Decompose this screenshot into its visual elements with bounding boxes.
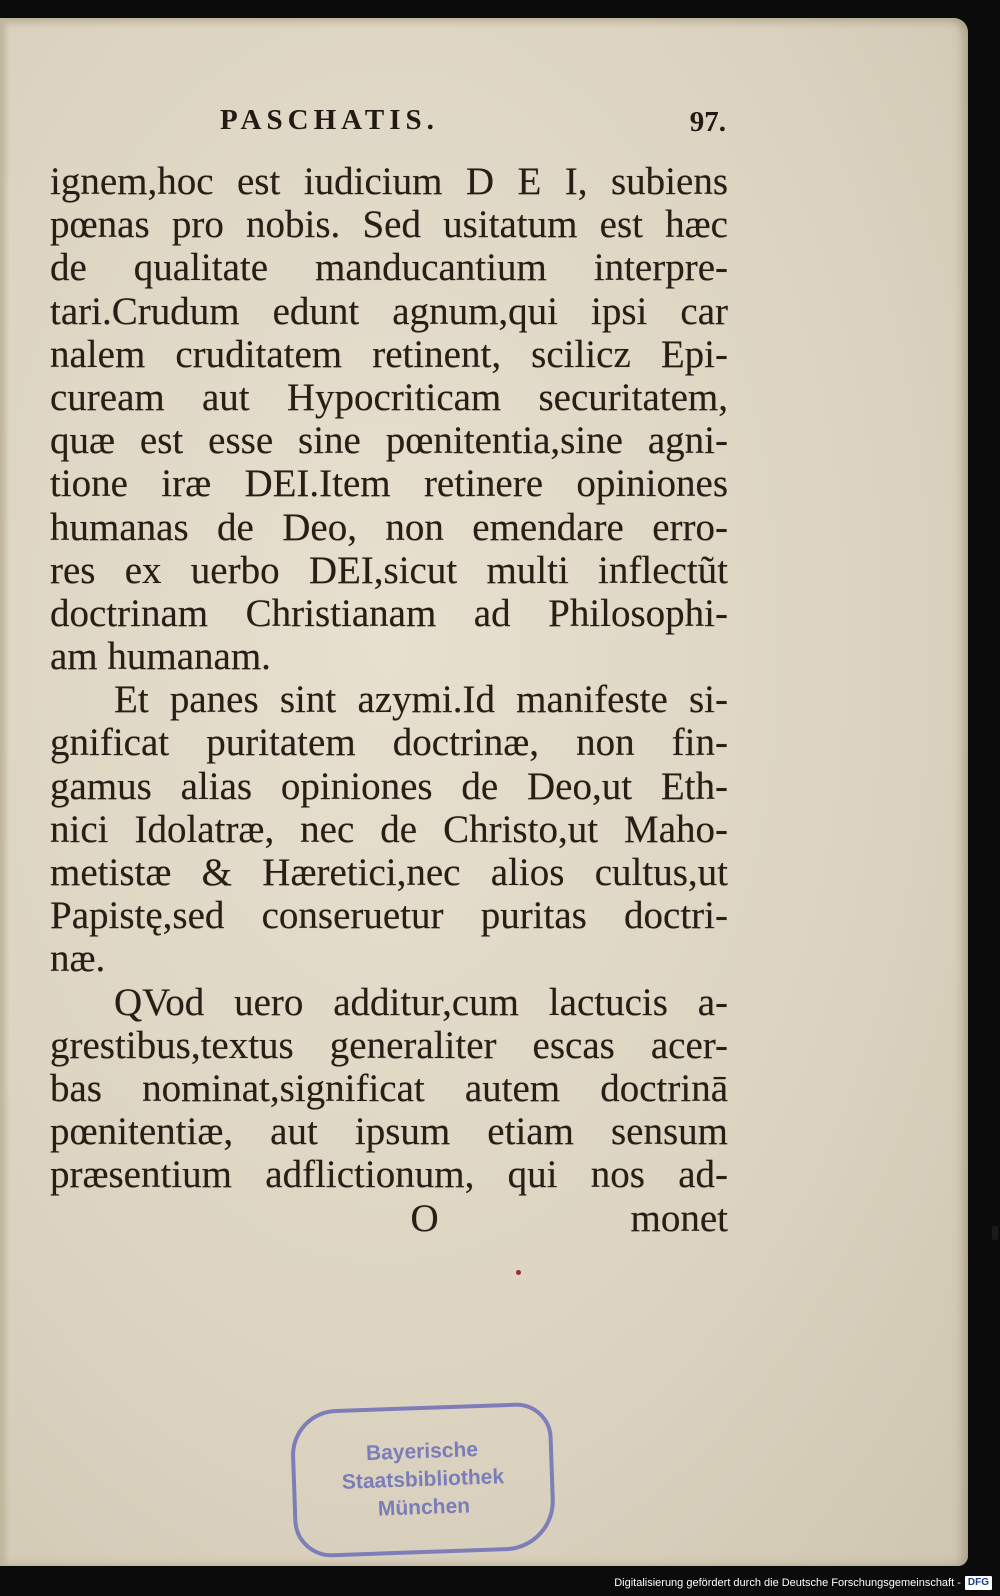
footer-credit: Digitalisierung gefördert durch die Deutsche Forschungsgemeinschaft - [614,1577,961,1589]
text-line: Papistę,sed conseruetur puritas doctri- [50,894,728,938]
signature-mark: O [410,1196,439,1240]
stamp-line-1: Bayerische [365,1438,479,1465]
paragraph-1 [50,160,728,678]
text-line: metistæ & Hæretici,nec alios cultus,ut [50,851,728,894]
stamp-line-2: Staatsbibliothek [341,1465,505,1494]
catchword: monet [630,1196,728,1240]
page-edge-mark [992,1226,998,1240]
book-page [0,18,968,1566]
text-line: Et panes sint azymi.Id manifeste si- [114,678,728,722]
text-line: præsentium adflictionum, qui nos ad- [50,1153,728,1197]
text-line: gnificat puritatem doctrinæ, non fin- [50,721,728,765]
stamp-line-3: München [377,1494,471,1521]
text-line: grestibus,textus generaliter escas acer- [50,1023,728,1067]
library-stamp [289,1401,556,1558]
text-line: de qualitate manducantium interpre- [50,246,728,290]
text-line: gamus alias opiniones de Deo,ut Eth- [50,764,728,808]
text-line: bas nominat,significat autem doctrinā [50,1066,728,1110]
ink-speck [516,1270,521,1275]
text-line: doctrinam Christianam ad Philosophi- [50,591,728,635]
page-gutter-shadow [0,18,10,1566]
digitization-footer [614,1572,992,1594]
dfg-logo-icon: DFG [965,1576,992,1590]
text-line: tari.Crudum edunt agnum,qui ipsi car [50,289,728,333]
text-line: humanas de Deo, non emendare erro- [50,505,728,549]
text-line: nici Idolatræ, nec de Christo,ut Maho- [50,807,728,851]
running-head-title: PASCHATIS. [220,104,439,136]
body-text [50,160,728,1241]
paragraph-3 [50,981,728,1197]
text-line: pœnitentiæ, aut ipsum etiam sensum [50,1110,728,1154]
running-head [52,94,726,144]
page-number: 97. [689,106,726,138]
text-line: ignem,hoc est iudicium D E I, subiens [50,160,728,203]
text-line: pœnas pro nobis. Sed usitatum est hæc [50,203,728,247]
text-line: næ. [50,937,106,981]
catchword-line [50,1197,728,1241]
text-line: QVod uero additur,cum lactucis a- [114,980,728,1024]
text-line: cuream aut Hypocriticam securitatem, [50,375,728,419]
text-line: quæ est esse sine pœnitentia,sine agni- [50,419,728,463]
paragraph-2 [50,678,728,980]
text-line: tione iræ DEI.Item retinere opiniones [50,462,728,506]
text-line: am humanam. [50,635,271,679]
text-line: nalem cruditatem retinent, scilicz Epi- [50,332,728,376]
text-line: res ex uerbo DEI,sicut multi inflectũt [50,548,728,592]
